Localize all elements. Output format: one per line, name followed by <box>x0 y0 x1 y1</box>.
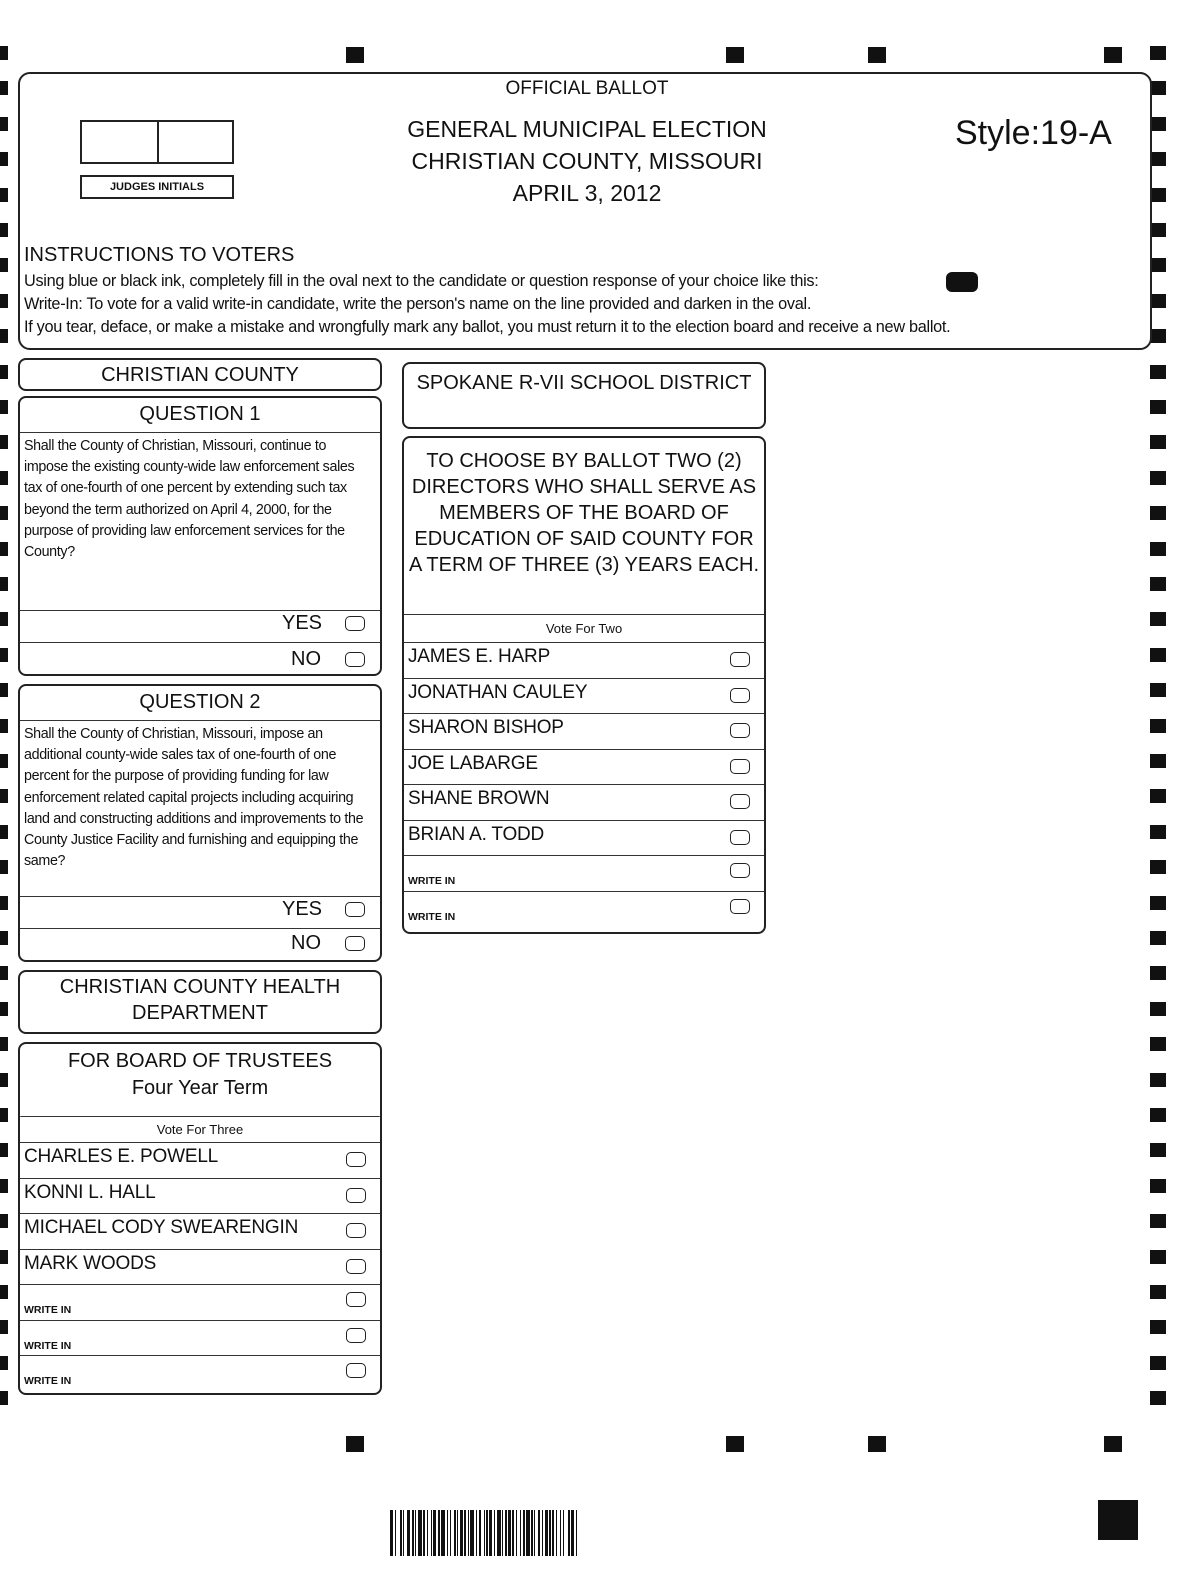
contest-line-2: DIRECTORS WHO SHALL SERVE AS <box>411 476 757 498</box>
question-1-box <box>18 396 382 676</box>
timing-mark <box>0 1037 8 1051</box>
timing-mark <box>1150 46 1166 60</box>
question-2-no-oval[interactable] <box>345 936 365 951</box>
judges-initials-box <box>80 120 234 164</box>
timing-mark <box>0 860 8 874</box>
timing-mark <box>1150 896 1166 910</box>
timing-mark <box>1150 435 1166 449</box>
timing-mark <box>0 966 8 980</box>
health-title-line-1: CHRISTIAN COUNTY HEALTH <box>59 976 341 998</box>
timing-mark <box>1150 648 1166 662</box>
candidate-name: CHARLES E. POWELL <box>24 1146 219 1167</box>
write-in-label: WRITE IN <box>24 1339 72 1352</box>
question-2-no-label: NO <box>291 932 321 954</box>
ballot-barcode <box>390 1510 579 1556</box>
alignment-mark <box>1104 47 1122 63</box>
election-date: APRIL 3, 2012 <box>512 180 662 206</box>
timing-mark <box>1150 612 1166 626</box>
alignment-mark <box>1098 1500 1138 1540</box>
judges-initials-label: JUDGES INITIALS <box>80 175 234 199</box>
write-in-oval[interactable] <box>346 1292 366 1307</box>
timing-mark <box>0 931 8 945</box>
school-district-title: SPOKANE R-VII SCHOOL DISTRICT <box>416 372 752 394</box>
county-title-box <box>18 358 382 391</box>
candidate-oval[interactable] <box>730 794 750 809</box>
candidate-oval[interactable] <box>730 652 750 667</box>
timing-mark <box>0 1179 8 1193</box>
school-district-title-box <box>402 362 766 429</box>
timing-mark <box>0 896 8 910</box>
timing-mark <box>0 117 8 131</box>
timing-mark <box>1150 1320 1166 1334</box>
timing-mark <box>1150 577 1166 591</box>
candidate-name: MARK WOODS <box>24 1252 157 1274</box>
contest-line-1: TO CHOOSE BY BALLOT TWO (2) <box>426 450 742 472</box>
timing-mark <box>0 1214 8 1228</box>
timing-mark <box>0 435 8 449</box>
timing-mark <box>0 612 8 626</box>
timing-mark <box>1150 719 1166 733</box>
alignment-mark <box>726 47 744 63</box>
alignment-mark <box>346 1436 364 1452</box>
candidate-name: JONATHAN CAULEY <box>408 681 588 703</box>
write-in-oval[interactable] <box>730 863 750 878</box>
timing-mark <box>1150 294 1166 308</box>
timing-mark <box>0 789 8 803</box>
timing-mark <box>1150 789 1166 803</box>
ballot-style: Style:19-A <box>955 114 1112 152</box>
timing-mark <box>1150 1214 1166 1228</box>
timing-mark <box>1150 329 1166 343</box>
timing-mark <box>0 258 8 272</box>
question-2-text: Shall the County of Christian, Missouri, impose an additional county-wide sales tax of one-fourth of one percent for the purpose of providing funding for law enforcement related capital projects including acquiring land and constructing additions and improvements to the County Justice Facility and furnishing and equipping the same? <box>24 726 364 870</box>
question-1-text: Shall the County of Christian, Missouri, continue to impose the existing county-wide law enforcement sales tax of one-fourth of one percent by extending such tax beyond the term authorized on April 4, 2000, for the purpose of providing law enforcement services for the County? <box>24 438 355 561</box>
timing-mark <box>0 1250 8 1264</box>
question-2-title: QUESTION 2 <box>139 691 261 713</box>
candidate-name: BRIAN A. TODD <box>408 823 545 845</box>
candidate-oval[interactable] <box>730 759 750 774</box>
timing-mark <box>1150 754 1166 768</box>
timing-mark <box>1150 223 1166 237</box>
question-1-title: QUESTION 1 <box>139 403 261 425</box>
candidate-name: MICHAEL CODY SWEARENGIN <box>24 1217 299 1238</box>
timing-mark <box>0 1073 8 1087</box>
candidate-name: JAMES E. HARP <box>408 646 551 667</box>
timing-mark <box>0 1002 8 1016</box>
timing-mark <box>0 471 8 485</box>
contest-line-4: EDUCATION OF SAID COUNTY FOR <box>414 528 754 550</box>
timing-mark <box>1150 860 1166 874</box>
instructions-line-1: Using blue or black ink, completely fill in the oval next to the candidate or question response of your choice like this: <box>24 272 819 290</box>
timing-mark <box>0 223 8 237</box>
timing-mark <box>0 1108 8 1122</box>
write-in-label: WRITE IN <box>408 875 456 887</box>
timing-mark <box>0 1356 8 1370</box>
county-title: CHRISTIAN COUNTY <box>101 364 299 386</box>
write-in-oval[interactable] <box>346 1328 366 1343</box>
timing-mark <box>0 1143 8 1157</box>
question-1-yes-oval[interactable] <box>345 616 365 631</box>
instructions-line-2: Write-In: To vote for a valid write-in candidate, write the person's name on the line provided and darken in the oval. <box>24 295 812 313</box>
write-in-label: WRITE IN <box>24 1375 72 1387</box>
timing-mark <box>0 152 8 166</box>
health-department-title-box <box>18 970 382 1034</box>
timing-mark <box>1150 471 1166 485</box>
timing-mark <box>0 648 8 662</box>
candidate-oval[interactable] <box>346 1223 366 1238</box>
timing-mark <box>1150 400 1166 414</box>
timing-mark <box>0 400 8 414</box>
timing-mark <box>0 1285 8 1299</box>
timing-mark <box>1150 1002 1166 1016</box>
write-in-label: WRITE IN <box>24 1304 72 1316</box>
contest-line-5: A TERM OF THREE (3) YEARS EACH. <box>408 554 760 576</box>
trustees-vote-for: Vote For Three <box>156 1122 244 1137</box>
timing-mark <box>0 81 8 95</box>
alignment-mark <box>346 47 364 63</box>
health-title-line-2: DEPARTMENT <box>132 1002 268 1024</box>
write-in-oval[interactable] <box>730 899 750 914</box>
timing-mark <box>0 188 8 202</box>
write-in-label: WRITE IN <box>408 910 456 923</box>
alignment-mark <box>726 1436 744 1452</box>
timing-mark <box>0 719 8 733</box>
trustees-term: Four Year Term <box>131 1077 269 1099</box>
timing-mark <box>0 1320 8 1334</box>
candidate-name: SHARON BISHOP <box>408 717 564 738</box>
school-board-contest-box <box>402 436 766 934</box>
question-1-no-oval[interactable] <box>345 652 365 667</box>
trustees-title: FOR BOARD OF TRUSTEES <box>67 1050 333 1072</box>
candidate-oval[interactable] <box>346 1259 366 1274</box>
timing-mark <box>1150 931 1166 945</box>
timing-mark <box>1150 542 1166 556</box>
timing-mark <box>1150 506 1166 520</box>
instructions-title: INSTRUCTIONS TO VOTERS <box>24 244 295 266</box>
candidate-oval[interactable] <box>730 723 750 738</box>
alignment-mark <box>1104 1436 1122 1452</box>
candidate-oval[interactable] <box>730 830 750 845</box>
timing-mark <box>1150 683 1166 697</box>
alignment-mark <box>868 47 886 63</box>
timing-mark <box>0 506 8 520</box>
candidate-name: JOE LABARGE <box>408 752 538 774</box>
filled-oval-example <box>946 272 978 292</box>
write-in-oval[interactable] <box>346 1363 366 1378</box>
timing-mark <box>0 46 8 60</box>
candidate-name: KONNI L. HALL <box>24 1181 156 1203</box>
timing-mark <box>0 825 8 839</box>
official-ballot-title: OFFICIAL BALLOT <box>505 78 669 99</box>
candidate-oval[interactable] <box>346 1152 366 1167</box>
timing-mark <box>0 577 8 591</box>
timing-mark <box>1150 1073 1166 1087</box>
barcode-bar <box>577 1510 579 1556</box>
question-1-yes-label: YES <box>282 612 323 634</box>
timing-mark <box>1150 825 1166 839</box>
timing-mark <box>1150 1356 1166 1370</box>
timing-mark <box>1150 1143 1166 1157</box>
question-2-box <box>18 684 382 962</box>
contest-line-3: MEMBERS OF THE BOARD OF <box>439 502 729 524</box>
timing-mark <box>0 1391 8 1405</box>
timing-mark <box>0 683 8 697</box>
timing-mark <box>1150 1391 1166 1405</box>
timing-mark <box>0 542 8 556</box>
ballot-header <box>18 72 1152 350</box>
trustees-contest-box <box>18 1042 382 1395</box>
question-2-yes-label: YES <box>282 898 323 920</box>
election-line-2: CHRISTIAN COUNTY, MISSOURI <box>411 148 763 174</box>
timing-mark <box>1150 1108 1166 1122</box>
timing-mark <box>1150 1285 1166 1299</box>
election-line-1: GENERAL MUNICIPAL ELECTION <box>407 116 767 142</box>
school-board-vote-for: Vote For Two <box>545 621 623 636</box>
timing-mark <box>0 294 8 308</box>
candidate-oval[interactable] <box>346 1188 366 1203</box>
timing-mark <box>0 329 8 343</box>
candidate-name: SHANE BROWN <box>408 788 550 809</box>
question-2-yes-oval[interactable] <box>345 902 365 917</box>
alignment-mark <box>868 1436 886 1452</box>
timing-mark <box>1150 966 1166 980</box>
timing-mark <box>1150 1250 1166 1264</box>
question-1-no-label: NO <box>291 648 321 670</box>
timing-mark <box>1150 365 1166 379</box>
timing-mark <box>1150 258 1166 272</box>
candidate-oval[interactable] <box>730 688 750 703</box>
timing-mark <box>1150 1179 1166 1193</box>
timing-mark <box>1150 1037 1166 1051</box>
timing-mark <box>0 365 8 379</box>
timing-mark <box>0 754 8 768</box>
instructions-line-3: If you tear, deface, or make a mistake and wrongfully mark any ballot, you must return it to the election board and receive a new ballot. <box>24 318 951 336</box>
